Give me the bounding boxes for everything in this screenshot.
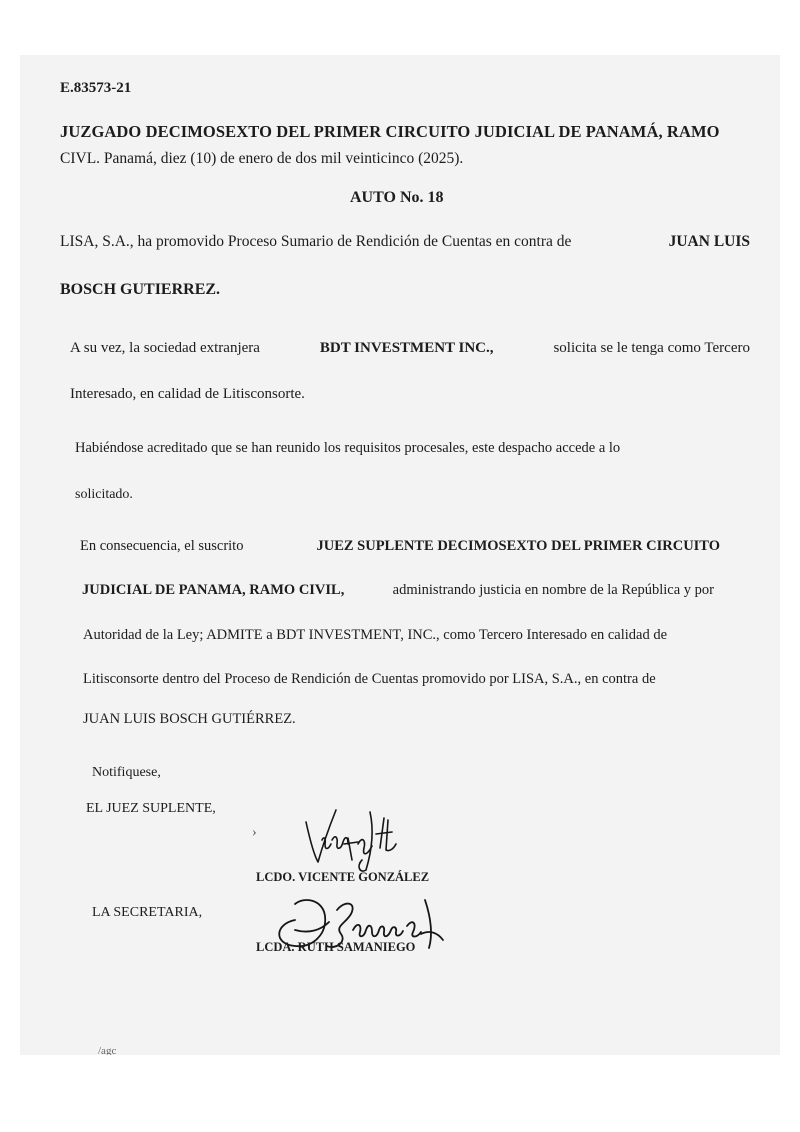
paragraph-4-line-1 [80, 538, 720, 555]
judge-label: EL JUEZ SUPLENTE, [86, 801, 216, 816]
notify-text: Notifiquese, [92, 765, 161, 780]
paragraph-4-line-4 [83, 671, 711, 688]
paragraph-4-line-5: JUAN LUIS BOSCH GUTIÉRREZ. [83, 711, 296, 727]
p2-post-text: solicita se le tenga como Tercero [553, 340, 750, 356]
p4-bold-text: JUEZ SUPLENTE DECIMOSEXTO DEL PRIMER CIRCUITO [316, 538, 720, 554]
paragraph-2-line-1 [70, 340, 750, 357]
paragraph-1-line-2: BOSCH GUTIERREZ. [60, 281, 221, 298]
paragraph-3-line-1 [75, 440, 747, 457]
paragraph-1-line-1 [60, 233, 750, 251]
typist-initials: /agc [98, 1045, 117, 1055]
document-page [20, 55, 780, 1055]
p4-post-text: administrando justicia en nombre de la República y por [392, 582, 714, 598]
secretary-name: LCDA. RUTH SAMANIEGO [256, 940, 416, 954]
case-number: E.83573-21 [60, 80, 132, 96]
document-title: AUTO No. 18 [350, 189, 444, 206]
p4-pre-text: En consecuencia, el suscrito [80, 538, 244, 554]
p3-text: Habiéndose acreditado que se han reunido los requisitos procesales, este despacho accede a lo [75, 440, 621, 456]
date-line: CIVL. Panamá, diez (10) de enero de dos mil veinticinco (2025). [60, 150, 464, 167]
paragraph-4-line-2 [82, 582, 714, 599]
paragraph-4-line-3 [83, 627, 711, 644]
p4-bold-court: JUDICIAL DE PANAMA, RAMO CIVIL, [82, 582, 345, 598]
p2-pre-text: A su vez, la sociedad extranjera [70, 340, 260, 356]
judge-name: LCDO. VICENTE GONZÁLEZ [256, 870, 430, 884]
judge-signature [288, 800, 418, 880]
p4-line-3-text: Autoridad de la Ley; ADMITE a BDT INVESTMENT, INC., como Tercero Interesado en calidad de [83, 627, 668, 643]
p4-line-4-text: Litisconsorte dentro del Proceso de Rendición de Cuentas promovido por LISA, S.A., en contra de [83, 671, 656, 687]
court-name: JUZGADO DECIMOSEXTO DEL PRIMER CIRCUITO JUDICIAL DE PANAMÁ, RAMO [60, 122, 720, 141]
p1-plain-text: LISA, S.A., ha promovido Proceso Sumario de Rendición de Cuentas en contra de [60, 233, 572, 250]
p1-bold-text: JUAN LUIS [668, 233, 750, 250]
paragraph-2-line-2: Interesado, en calidad de Litisconsorte. [70, 386, 305, 402]
p2-bold-text: BDT INVESTMENT INC., [319, 340, 494, 356]
ink-mark: › [252, 825, 257, 840]
paragraph-3-line-2: solicitado. [75, 487, 133, 502]
secretary-label: LA SECRETARIA, [92, 905, 203, 920]
